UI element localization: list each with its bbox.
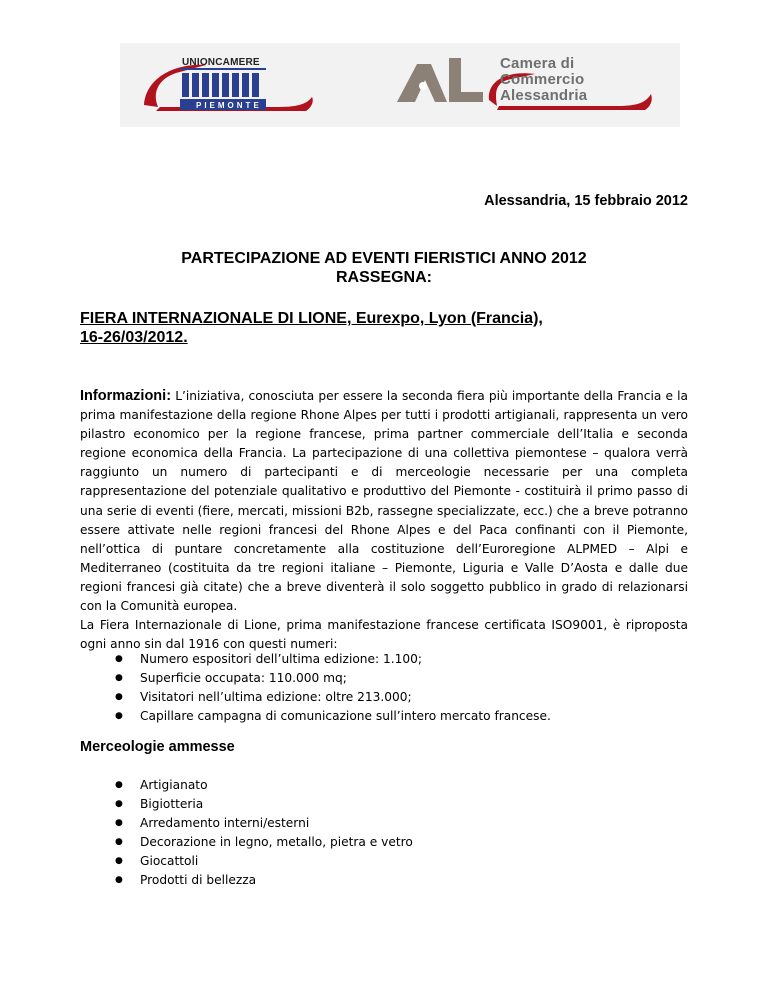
list-item: ● Arredamento interni/esterni xyxy=(108,814,698,833)
fair-stats-list xyxy=(108,650,698,726)
unioncamere-logo xyxy=(136,47,316,119)
unioncamere-name: UNIONCAMERE xyxy=(182,57,260,68)
camera-commercio-line2: Alessandria xyxy=(500,87,588,104)
info-paragraph-1 xyxy=(80,387,688,616)
camera-commercio-logo xyxy=(395,52,655,120)
fair-title-line-2: 16-26/03/2012. xyxy=(80,329,188,346)
camera-commercio-title xyxy=(500,56,655,104)
unioncamere-region: PIEMONTE xyxy=(196,101,262,110)
list-item: ● Visitatori nell’ultima edizione: oltre 213.000; xyxy=(108,688,698,707)
info-text-1: L’iniziativa, conosciuta per essere la seconda fiera più importante della Francia e la prima manifestazione della regione Rhone Alpes per tutti i prodotti artigianali, rappresenta un vero pilastro economico per la regione francese, prima partner commerciale dell’Italia e seconda regione economica della Francia. La partecipazione di una collettiva piemontese – qualora verrà raggiunto un numero di partecipanti e di merceologie necessarie per una completa rappresentazione del potenziale qualitativo e produttivo del Piemonte - costituirà il primo passo di una serie di eventi (fiere, mercati, missioni B2b, rassegne specializzate, ecc.) che a breve potranno essere attivate nelle regioni francesi del Rhone Alpes e del Paca confinanti con il Piemonte, nell’ottica di puntare concretamente alla costituzione dell’Euroregione ALPMED – Alpi e Mediterraneo (costituita da tre regioni italiane – Piemonte, Liguria e Valle D’Aosta e dalle due regioni francesi già citate) che a breve diventerà il solo soggetto pubblico in grado di relazionarsi con la Comunità europea. xyxy=(80,389,688,614)
list-item: ● Giocattoli xyxy=(108,852,698,871)
list-item: ● Numero espositori dell’ultima edizione: 1.100; xyxy=(108,650,698,669)
info-section xyxy=(80,387,688,654)
fair-title xyxy=(80,309,690,347)
fair-title-line-1: FIERA INTERNAZIONALE DI LIONE, Eurexpo, Lyon (Francia), xyxy=(80,310,543,327)
merceologie-list xyxy=(108,776,698,891)
list-item: ● Prodotti di bellezza xyxy=(108,871,698,890)
list-item: ● Capillare campagna di comunicazione sull’intero mercato francese. xyxy=(108,707,698,726)
info-label: Informazioni: xyxy=(80,388,172,404)
info-paragraph-2: La Fiera Internazionale di Lione, prima manifestazione francese certificata ISO9001, è riproposta ogni anno sin dal 1916 con questi numeri: xyxy=(80,618,688,652)
document-title xyxy=(80,249,688,287)
title-line-1: PARTECIPAZIONE AD EVENTI FIERISTICI ANNO 2012 xyxy=(181,250,587,267)
title-line-2: RASSEGNA: xyxy=(335,269,432,286)
camera-commercio-line1: Camera di Commercio xyxy=(500,55,585,88)
list-item: ● Bigiotteria xyxy=(108,795,698,814)
document-date: Alessandria, 15 febbraio 2012 xyxy=(484,193,688,209)
list-item: ● Decorazione in legno, metallo, pietra e vetro xyxy=(108,833,698,852)
list-item: ● Superficie occupata: 110.000 mq; xyxy=(108,669,698,688)
merceologie-title: Merceologie ammesse xyxy=(80,739,235,755)
list-item: ● Artigianato xyxy=(108,776,698,795)
